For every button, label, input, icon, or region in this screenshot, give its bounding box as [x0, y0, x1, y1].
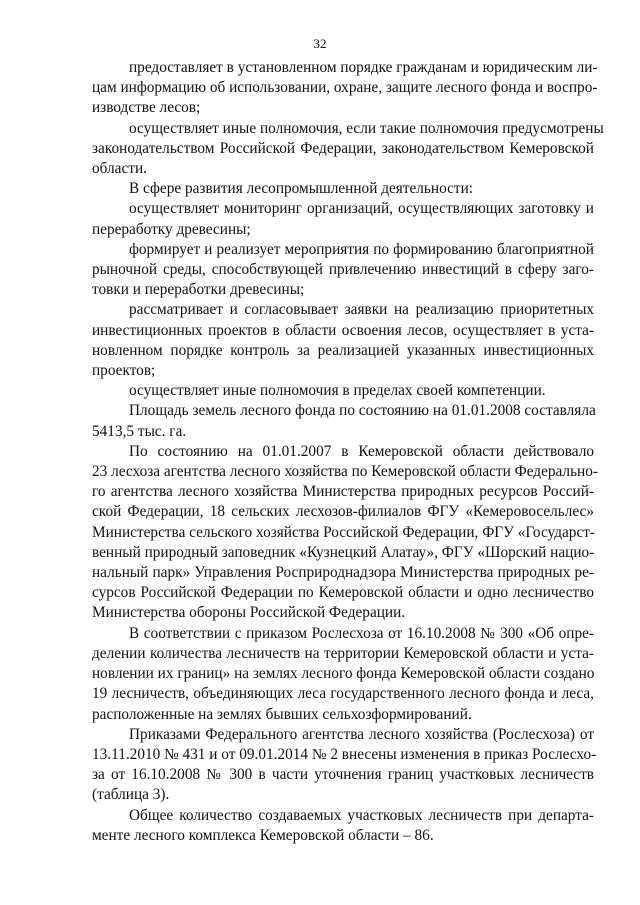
body-text [92, 58, 604, 846]
paragraph [92, 199, 594, 239]
text-line: венный природный заповедник «Кузнецкий Алатау», ФГУ «Шорский нацио- [92, 543, 595, 561]
text-line: формирует и реализует мероприятия по формированию благоприятной [129, 240, 594, 258]
text-line: 19 лесничеств, объединяющих леса государственного лесного фонда и леса, [92, 685, 594, 703]
text-line: за от 16.10.2008 № 300 в части уточнения границ участковых лесничеств [92, 766, 594, 784]
text-line: (таблица 3). [92, 786, 170, 804]
paragraph [92, 401, 594, 441]
paragraph [92, 624, 594, 725]
text-line: изводстве лесов; [92, 99, 201, 117]
text-line: осуществляет иные полномочия, если такие полномочия предусмотрены [129, 119, 604, 137]
text-line: осуществляет иные полномочия в пределах своей компетенции. [129, 382, 546, 400]
paragraph [92, 179, 594, 199]
text-line: сурсов Российской Федерации по Кемеровской области и одно лесничество [92, 584, 594, 602]
text-line: делении количества лесничеств на территории Кемеровской области и уста- [92, 644, 594, 662]
text-line: предоставляет в установленном порядке гражданам и юридическим ли- [129, 59, 598, 76]
text-line: рыночной среды, способствующей привлечению инвестиций в сферу заго- [92, 261, 594, 279]
text-line: Площадь земель лесного фонда по состоянию на 01.01.2008 составляла [129, 402, 596, 420]
page-number: 32 [313, 36, 327, 51]
text-line: ской Федерации, 18 сельских лесхозов-филиалов ФГУ «Кемеровосельлес» [92, 503, 594, 521]
text-line: По состоянию на 01.01.2007 в Кемеровской области действовало [129, 442, 594, 460]
text-line: области. [92, 160, 147, 178]
paragraph [92, 58, 598, 119]
paragraph [92, 300, 594, 381]
text-line: рассматривает и согласовывает заявки на реализацию приоритетных [129, 301, 594, 319]
text-line: законодательством Российской Федерации, законодательством Кемеровской [92, 139, 594, 157]
paragraph [92, 381, 594, 401]
text-line: менте лесного комплекса Кемеровской области – 86. [92, 826, 434, 844]
text-line: переработку древесины; [92, 220, 251, 238]
paragraph [92, 725, 597, 806]
text-line: 5413,5 тыс. га. [92, 422, 187, 440]
paragraph [92, 119, 604, 180]
text-line: новленном порядке контроль за реализацией указанных инвестиционных [92, 341, 594, 359]
text-line: товки и переработки древесины; [92, 281, 305, 299]
text-line: 23 лесхоза агентства лесного хозяйства по Кемеровской области Федерально- [92, 463, 598, 481]
text-line: новлении их границ» на землях лесного фонда Кемеровской области создано [92, 665, 595, 683]
text-line: инвестиционных проектов в области освоения лесов, осуществляет в уста- [92, 321, 594, 339]
paragraph [92, 442, 598, 624]
text-line: нальный парк» Управления Росприроднадзора Министерства природных ре- [92, 564, 594, 582]
text-line: Министерства обороны Российской Федерации. [92, 604, 406, 622]
text-line: проектов; [92, 362, 156, 380]
text-line: Приказами Федерального агентства лесного хозяйства (Рослесхоза) от [129, 725, 594, 743]
text-line: цам информацию об использовании, охране, защите лесного фонда и воспро- [92, 79, 598, 97]
text-line: Общее количество создаваемых участковых лесничеств при департа- [129, 806, 594, 824]
text-line: 13.11.2010 № 431 и от 09.01.2014 № 2 внесены изменения в приказ Рослесхо- [92, 745, 597, 763]
text-line: го агентства лесного хозяйства Министерства природных ресурсов Россий- [92, 483, 594, 501]
text-line: осуществляет мониторинг организаций, осуществляющих заготовку и [129, 200, 594, 218]
paragraph [92, 806, 594, 846]
paragraph [92, 240, 594, 301]
text-line: расположенные на землях бывших сельхозформирований. [92, 705, 472, 723]
text-line: Министерства сельского хозяйства Российской Федерации, ФГУ «Государст- [92, 523, 596, 541]
text-line: В сфере развития лесопромышленной деятельности: [129, 180, 474, 198]
text-line: В соответствии с приказом Рослесхоза от 16.10.2008 № 300 «Об опре- [129, 624, 594, 642]
